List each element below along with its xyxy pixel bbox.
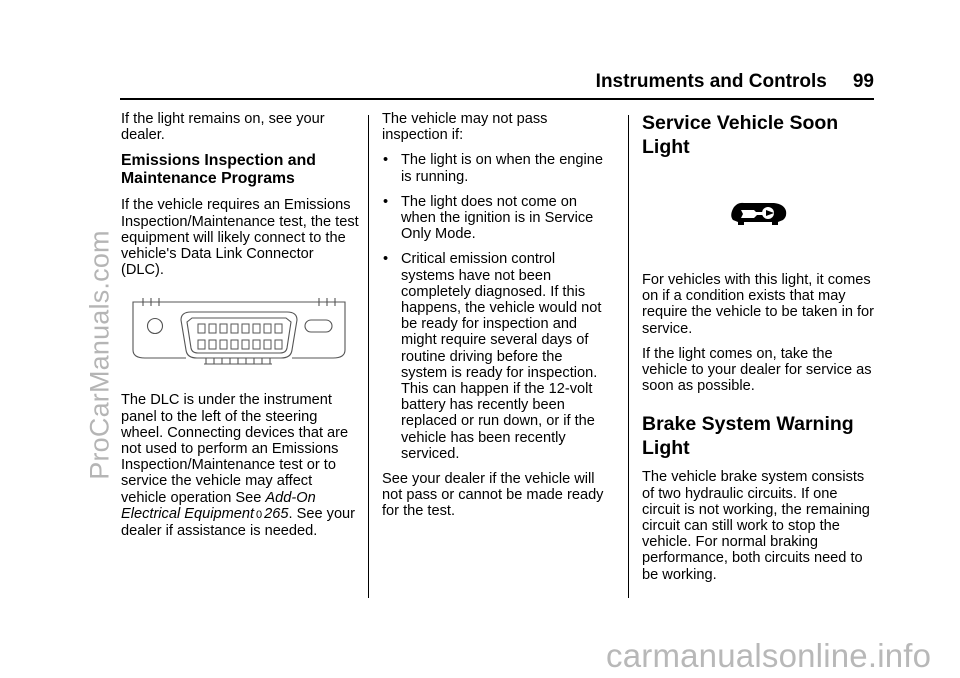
list-item: • The light does not come on when the ignition is in Service Only Mode. xyxy=(382,194,608,243)
column-divider-2 xyxy=(628,115,629,598)
header-rule xyxy=(120,98,874,100)
section-title: Instruments and Controls xyxy=(595,71,827,92)
service-vehicle-soon-icon xyxy=(728,201,788,227)
heading-brake-system-warning: Brake System Warning Light xyxy=(642,413,854,460)
paragraph-dlc-location: The DLC is under the instrument panel to the left of the steering wheel. Connecting devices that are not used to perform an Emissions Inspection/Maintenance test or to service the vehicle may affect vehicle operation See Add-On Electrical Equipment 0 265. See your dealer if assistance is needed. xyxy=(121,392,356,540)
dlc-connector-icon xyxy=(131,298,347,368)
paragraph: If the vehicle requires an Emissions Inspection/Maintenance test, the test equipment will likely connect to the vehicle's Data Link Connector (DLC). xyxy=(121,197,359,279)
paragraph: If the light comes on, take the vehicle to your dealer for service as soon as possible. xyxy=(642,345,872,395)
inspection-failure-list xyxy=(382,152,608,462)
column-3 xyxy=(642,111,878,592)
heading-service-vehicle-soon: Service Vehicle Soon Light xyxy=(642,112,839,158)
column-2 xyxy=(382,111,608,529)
cross-reference-link[interactable]: Add-On Electrical Equipment xyxy=(121,489,316,522)
page-reference-arrow-icon: 0 xyxy=(256,508,263,521)
paragraph: If the light remains on, see your dealer. xyxy=(121,111,325,144)
page-header xyxy=(596,71,874,93)
side-watermark: ProCarManuals.com xyxy=(84,230,115,480)
paragraph: See your dealer if the vehicle will not pass or cannot be made ready for the test. xyxy=(382,471,604,520)
list-item: • The light is on when the engine is running. xyxy=(382,152,608,184)
column-divider-1 xyxy=(368,115,369,598)
column-1 xyxy=(121,111,359,548)
paragraph: The vehicle may not pass inspection if: xyxy=(382,111,548,144)
paragraph: The vehicle brake system consists of two hydraulic circuits. If one circuit is not working, the remaining circuit can still work to stop the vehicle. For normal braking performance, both circuits need to be working. xyxy=(642,469,870,583)
paragraph: For vehicles with this light, it comes on if a condition exists that may require the vehicle to be taken in for service. xyxy=(642,272,875,337)
heading-emissions-inspection: Emissions Inspection and Maintenance Programs xyxy=(121,152,316,188)
page-number: 99 xyxy=(852,71,874,92)
list-item: • Critical emission control systems have not been completely diagnosed. If this happens, the vehicle would not be ready for inspection and might require several days of routine driving before the system is ready for inspection. This can happen if the 12-volt battery has recently been replaced or run down, or if the vehicle has been recently serviced. xyxy=(382,251,608,462)
bottom-watermark: carmanualsonline.info xyxy=(606,637,932,674)
cross-reference-page[interactable]: 265 xyxy=(264,505,289,522)
